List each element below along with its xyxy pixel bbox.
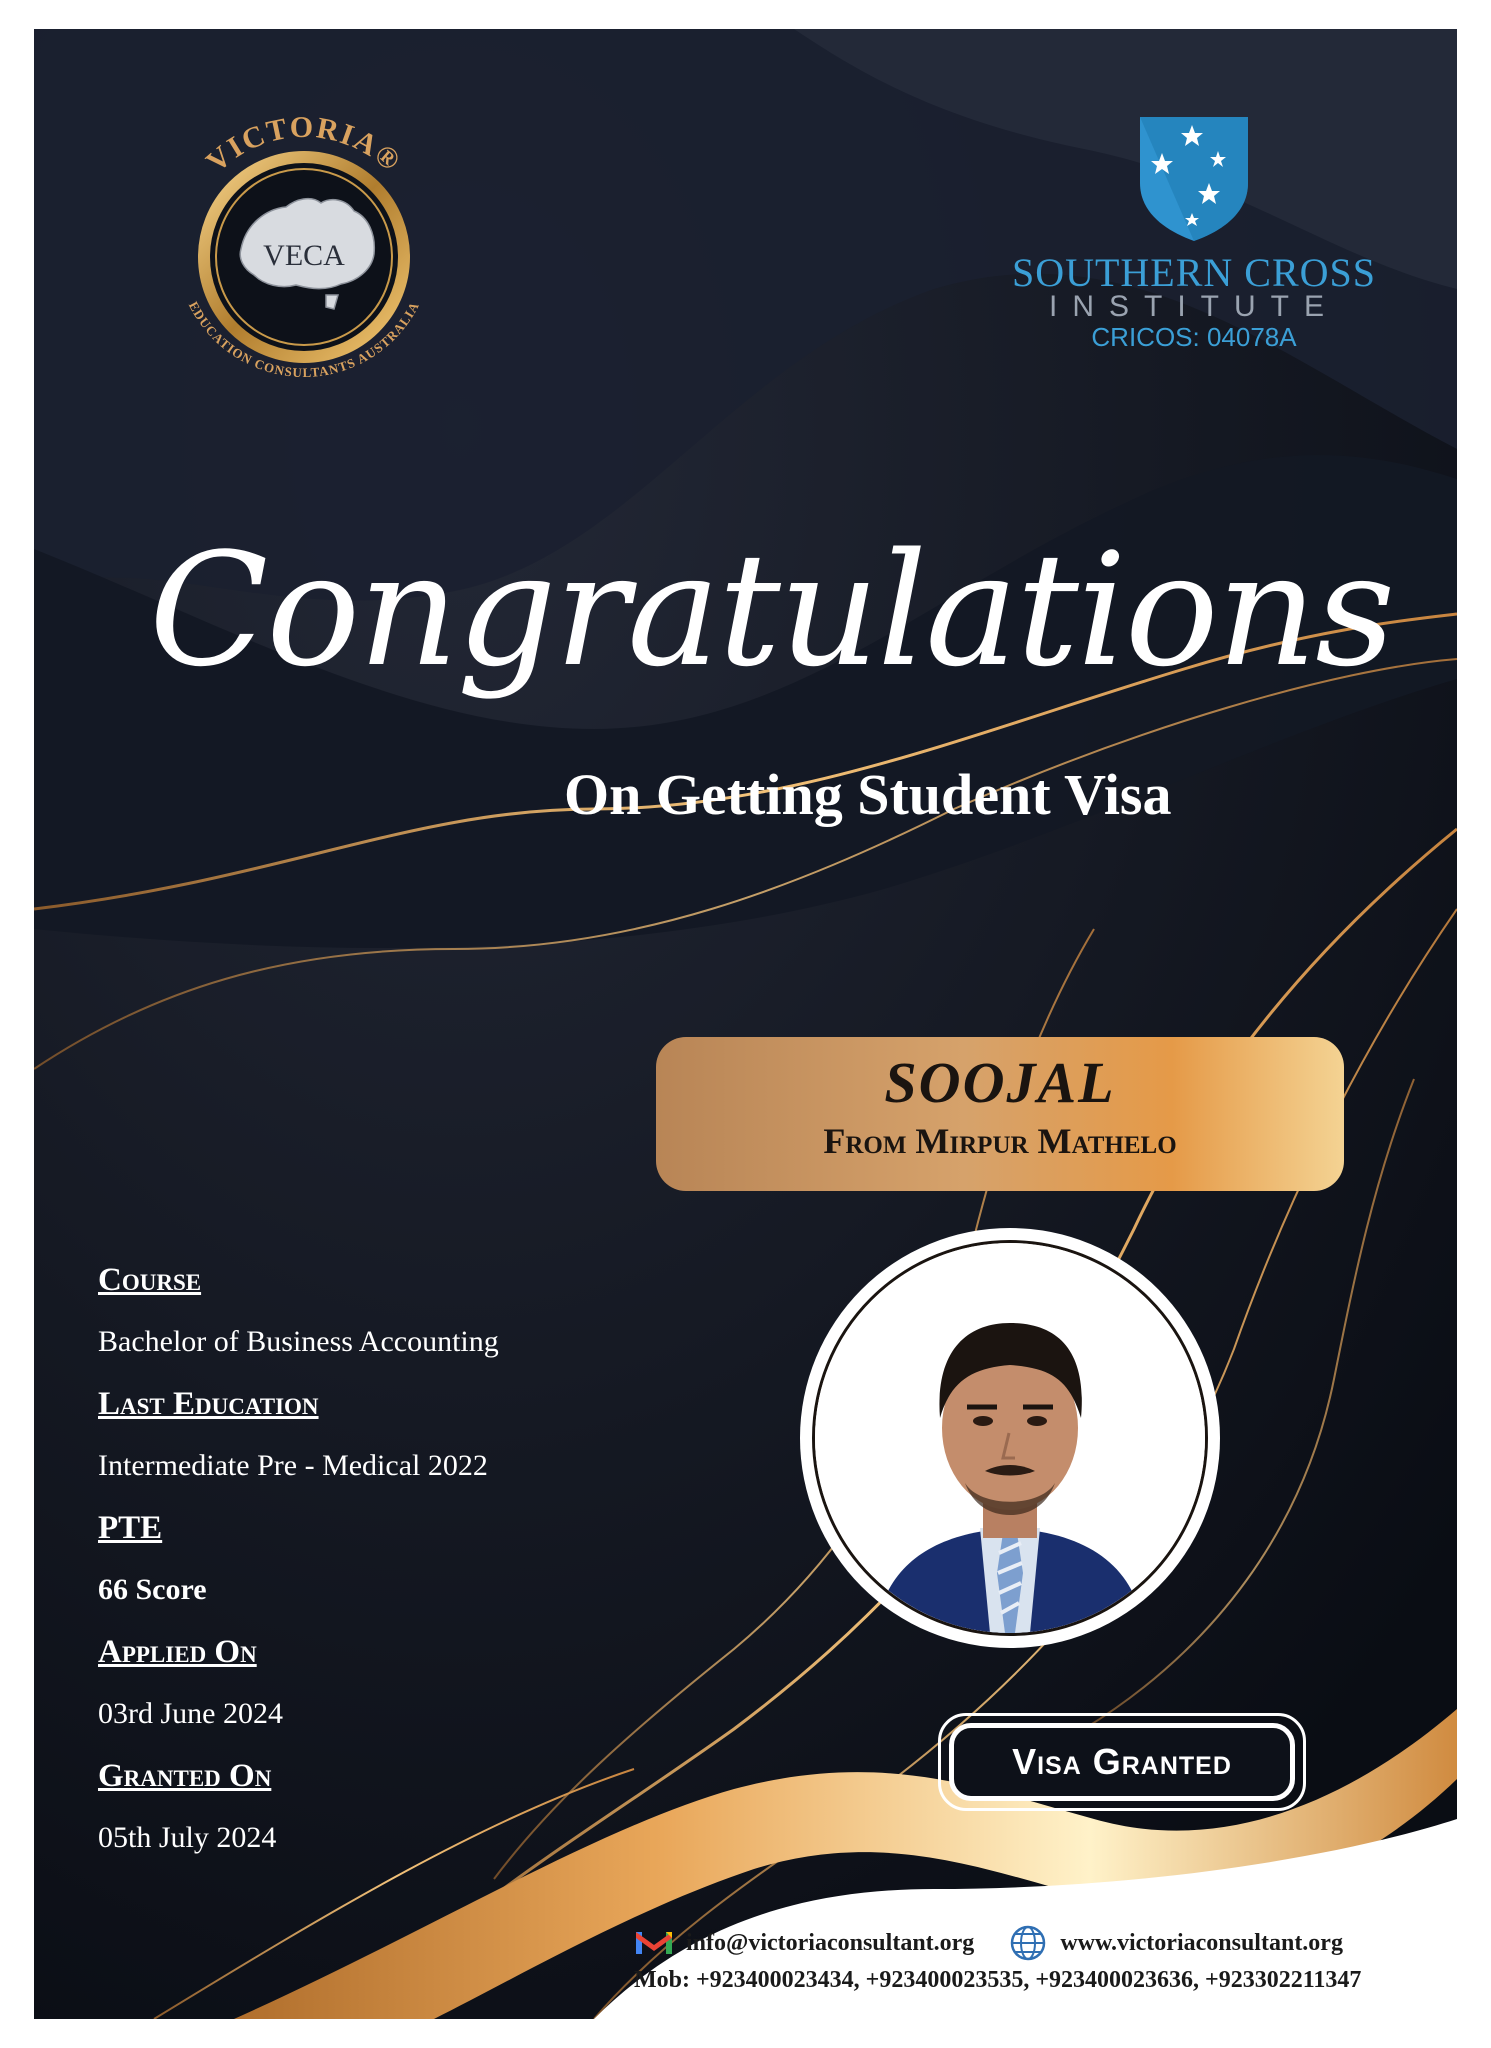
- student-portrait-illustration: [815, 1243, 1205, 1633]
- footer-email[interactable]: info@victoriaconsultant.org: [686, 1929, 975, 1956]
- poster: [34, 29, 1457, 2019]
- granted-value: 05th July 2024: [98, 1821, 277, 1854]
- student-name: SOOJAL: [884, 1050, 1116, 1115]
- institute-name: SOUTHERN CROSS: [1011, 250, 1377, 295]
- southern-cross-logo: [974, 113, 1414, 413]
- visa-granted-inner: [949, 1723, 1295, 1801]
- globe-icon: [1008, 1923, 1048, 1963]
- shield-icon: [1134, 113, 1254, 243]
- education-label: Last Education: [98, 1386, 319, 1422]
- applied-label: Applied On: [98, 1634, 257, 1670]
- student-photo-frame: [800, 1228, 1220, 1648]
- institute-sub: INSTITUTE: [1049, 290, 1339, 323]
- headline-subtitle: On Getting Student Visa: [564, 762, 1172, 827]
- veca-center-text: VECA: [263, 239, 345, 272]
- footer-contact: [634, 1923, 1454, 1994]
- course-value: Bachelor of Business Accounting: [98, 1325, 499, 1358]
- visa-granted-text: Visa Granted: [1012, 1741, 1232, 1782]
- pte-value: 66 Score: [98, 1573, 207, 1606]
- victoria-arc-bottom: EDUCATION CONSULTANTS AUSTRALIA: [185, 298, 423, 381]
- student-origin: From Mirpur Mathelo: [823, 1121, 1177, 1161]
- course-label: Course: [98, 1262, 202, 1298]
- victoria-arc-top: VICTORIA®: [200, 110, 408, 179]
- pte-label: PTE: [98, 1510, 163, 1546]
- student-details: [98, 1249, 658, 1869]
- institute-cricos: CRICOS: 04078A: [1091, 322, 1297, 352]
- visa-granted-badge: [938, 1713, 1306, 1811]
- congratulations-title: Congratulations: [149, 519, 1394, 701]
- granted-label: Granted On: [98, 1758, 272, 1794]
- footer-website[interactable]: www.victoriaconsultant.org: [1060, 1929, 1343, 1956]
- footer-links-row: [634, 1923, 1454, 1963]
- student-photo: [812, 1240, 1208, 1636]
- victoria-logo: [146, 99, 462, 415]
- gmail-icon: [634, 1928, 674, 1958]
- footer-mobile: Mob: +923400023434, +923400023535, +923400023636, +923302211347: [634, 1967, 1362, 1993]
- education-value: Intermediate Pre - Medical 2022: [98, 1449, 488, 1482]
- student-name-badge: [656, 1037, 1344, 1191]
- applied-value: 03rd June 2024: [98, 1697, 283, 1730]
